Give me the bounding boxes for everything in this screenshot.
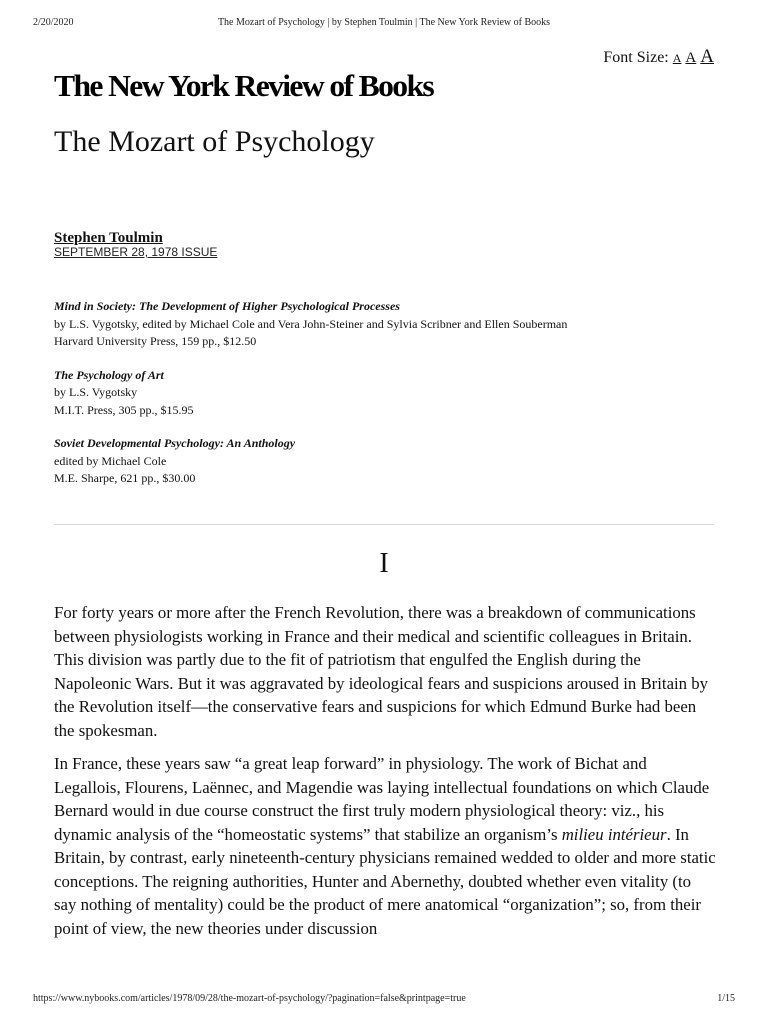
article-body	[54, 601, 716, 950]
body-text-run: In France, these years saw “a great leap forward” in physiology. The work of Bichat and Legallois, Flourens, Laënnec, and Magendie was laying intellectual foundations on which Claude Bernard would in due course construct the first truly modern physiological theory: viz., his dynamic analysis of the “homeostatic systems” that stabilize an organism’s	[54, 754, 710, 844]
reviewed-books	[54, 298, 714, 504]
book-byline: by L.S. Vygotsky, edited by Michael Cole and Vera John-Steiner and Sylvia Scribner and Ellen Souberman	[54, 316, 568, 331]
book-entry	[54, 435, 714, 488]
font-size-label: Font Size:	[603, 49, 669, 66]
book-entry	[54, 367, 714, 420]
masthead-logo: The New York Review of Books	[54, 68, 434, 103]
issue-link[interactable]: SEPTEMBER 28, 1978 ISSUE	[54, 245, 218, 259]
book-publisher: M.I.T. Press, 305 pp., $15.95	[54, 402, 194, 417]
font-size-large-button[interactable]: A	[700, 46, 714, 67]
book-title: Mind in Society: The Development of Higher Psychological Processes	[54, 299, 400, 313]
body-paragraph: For forty years or more after the French Revolution, there was a breakdown of communications between physiologists working in France and their medical and scientific colleagues in Britain. This division was partly due to the fit of patriotism that engulfed the English during the Napoleonic Wars. But it was aggravated by ideological fears and suspicions aroused in Britain by the Revolution itself—the conservative fears and suspicions for which Edmund Burke had been the spokesman.	[54, 603, 709, 740]
body-paragraph	[54, 752, 716, 940]
print-date: 2/20/2020	[33, 17, 74, 28]
body-italic-phrase: milieu intérieur	[561, 824, 667, 844]
book-entry	[54, 298, 714, 351]
section-divider	[54, 524, 714, 525]
font-size-medium-button[interactable]: A	[685, 50, 697, 66]
book-byline: edited by Michael Cole	[54, 453, 167, 468]
section-number: I	[379, 548, 389, 579]
book-publisher: M.E. Sharpe, 621 pp., $30.00	[54, 471, 196, 485]
print-page-number: 1/15	[717, 993, 735, 1004]
print-url: https://www.nybooks.com/articles/1978/09/28/the-mozart-of-psychology/?pagination=false&printpage=true	[33, 993, 466, 1004]
book-byline: by L.S. Vygotsky	[54, 385, 138, 399]
author-link[interactable]: Stephen Toulmin	[54, 230, 163, 246]
book-publisher: Harvard University Press, 159 pp., $12.50	[54, 334, 257, 348]
font-size-control	[603, 47, 714, 68]
print-page-title: The Mozart of Psychology | by Stephen Toulmin | The New York Review of Books	[217, 17, 551, 28]
font-size-small-button[interactable]: A	[672, 51, 682, 65]
article-title: The Mozart of Psychology	[54, 125, 375, 158]
body-text-run: . In Britain, by contrast, early nineteenth-century physicians remained wedded to older and more static conceptions. The reigning authorities, Hunter and Abernethy, doubted whether even vitality (to say nothing of mentality) could be the product of mere anatomical “organization”; so, from their point of view, the new theories under discussion	[54, 824, 716, 938]
book-title: Soviet Developmental Psychology: An Anthology	[54, 436, 296, 450]
book-title: The Psychology of Art	[54, 367, 164, 382]
